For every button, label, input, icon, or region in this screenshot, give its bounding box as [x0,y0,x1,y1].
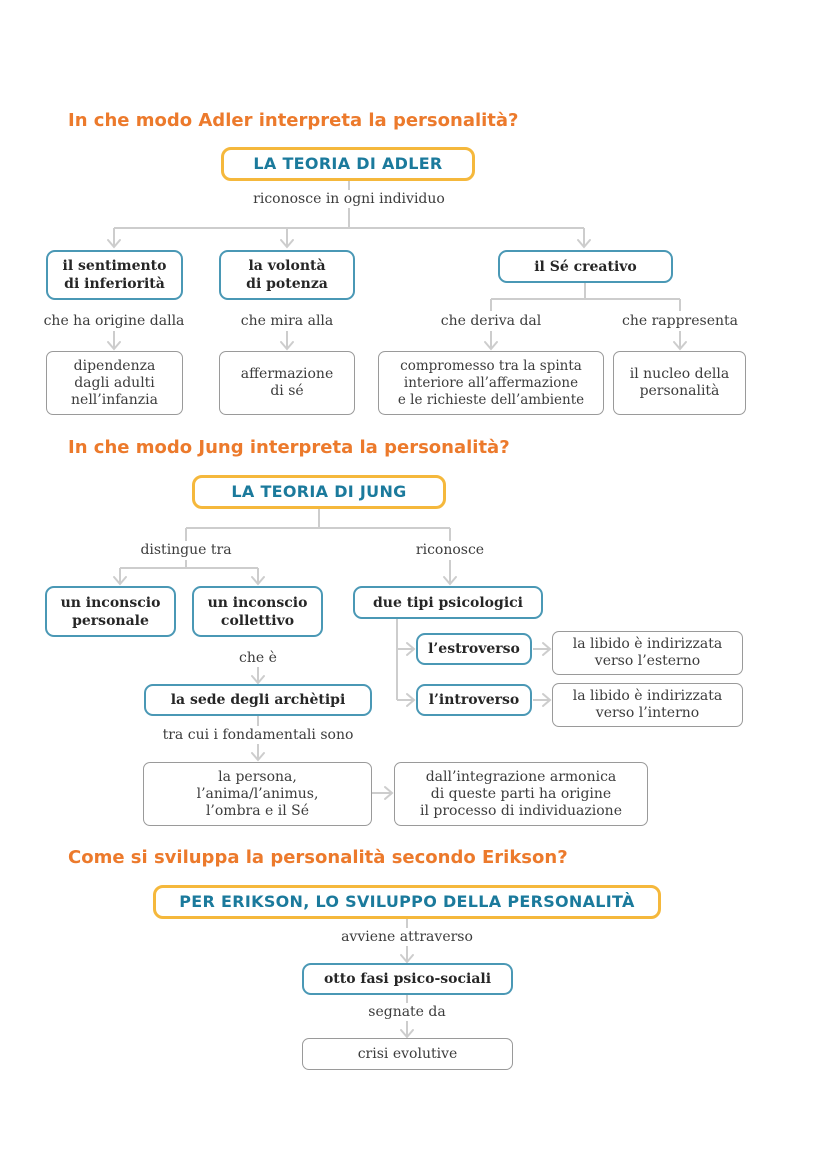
adler-link-main: riconosce in ogni individuo [253,191,445,207]
leaf-libido-esterno: la libido è indirizzata verso l’esterno [552,631,743,675]
concept-otto-fasi: otto fasi psico-sociali [302,963,513,995]
concept-estroverso: l’estroverso [416,633,532,665]
leaf-nucleo-personalita: il nucleo della personalità [613,351,746,415]
erikson-question: Come si sviluppa la personalità secondo Erikson? [68,847,568,868]
erikson-link-avviene: avviene attraverso [341,929,473,945]
adler-link-origine: che ha origine dalla [43,313,185,329]
concept-sede-archetipi: la sede degli archètipi [144,684,372,716]
adler-link-rappresenta: che rappresenta [622,313,738,329]
concept-se-creativo: il Sé creativo [498,250,673,283]
concept-due-tipi-psicologici: due tipi psicologici [353,586,543,619]
concept-sentimento-inferiorita: il sentimento di inferiorità [46,250,183,300]
jung-link-fondamentali: tra cui i fondamentali sono [162,727,354,743]
leaf-compromesso: compromesso tra la spinta interiore all’affermazione e le richieste dell’ambiente [378,351,604,415]
erikson-theory-title: PER ERIKSON, LO SVILUPPO DELLA PERSONALITÀ [153,885,661,919]
jung-link-riconosce: riconosce [415,542,485,558]
leaf-libido-interno: la libido è indirizzata verso l’interno [552,683,743,727]
jung-question: In che modo Jung interpreta la personalità? [68,437,510,458]
leaf-processo-individuazione: dall’integrazione armonica di queste parti ha origine il processo di individuazione [394,762,648,826]
erikson-link-segnate: segnate da [368,1004,446,1020]
adler-question: In che modo Adler interpreta la personalità? [68,110,519,131]
adler-link-mira: che mira alla [240,313,334,329]
jung-link-distingue: distingue tra [140,542,232,558]
concept-inconscio-personale: un inconscio personale [45,586,176,637]
concept-inconscio-collettivo: un inconscio collettivo [192,586,323,637]
adler-theory-title: LA TEORIA DI ADLER [221,147,475,181]
leaf-crisi-evolutive: crisi evolutive [302,1038,513,1070]
adler-link-deriva: che deriva dal [440,313,542,329]
concept-volonta-potenza: la volontà di potenza [219,250,355,300]
jung-link-che-e: che è [239,650,277,666]
leaf-dipendenza-adulti: dipendenza dagli adulti nell’infanzia [46,351,183,415]
leaf-persona-anima-ombra: la persona, l’anima/l’animus, l’ombra e il Sé [143,762,372,826]
jung-theory-title: LA TEORIA DI JUNG [192,475,446,509]
leaf-affermazione-se: affermazione di sé [219,351,355,415]
concept-introverso: l’introverso [416,684,532,716]
